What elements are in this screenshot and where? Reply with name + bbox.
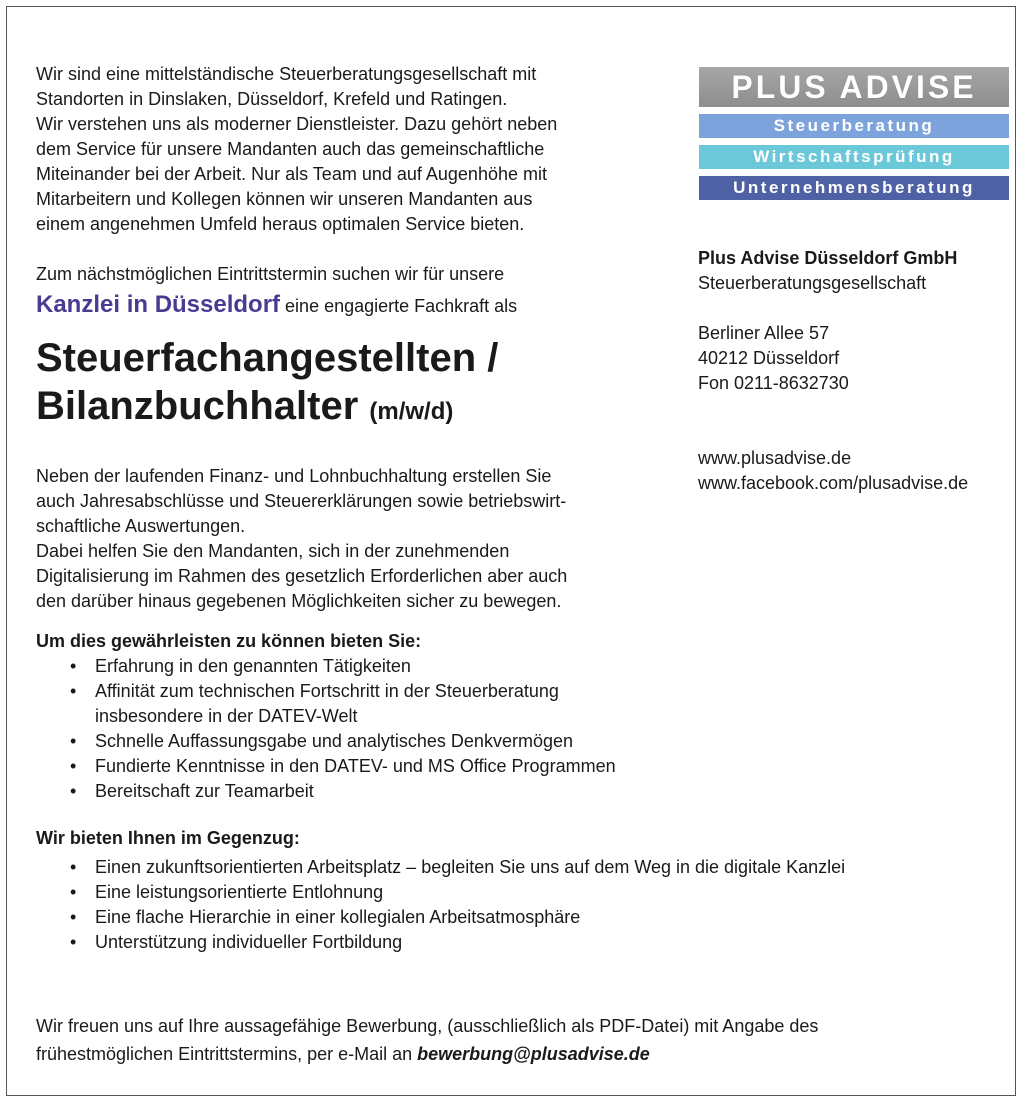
offer-list <box>36 855 996 955</box>
job-title-line1: Steuerfachangestellten / <box>36 336 499 380</box>
intro-line: dem Service für unsere Mandanten auch das gemeinschaftliche <box>36 139 545 159</box>
bullet-icon: • <box>70 907 77 927</box>
job-title-line2 <box>36 382 696 436</box>
requirements-heading: Um dies gewährleisten zu können bieten Sie: <box>36 631 422 651</box>
closing-line2: frühestmöglichen Eintrittstermins, per e-Mail an bewerbung@plusadvise.de <box>36 1044 650 1064</box>
intro-line: Mitarbeitern und Kollegen können wir unseren Mandanten aus <box>36 189 533 209</box>
closing-text <box>36 1012 996 1068</box>
company-city: 40212 Düsseldorf <box>698 348 840 368</box>
offer-heading: Wir bieten Ihnen im Gegenzug: <box>36 828 300 848</box>
search-intro: Zum nächstmöglichen Eintrittstermin suchen wir für unsere <box>36 264 505 284</box>
job-title-main: Bilanzbuchhalter <box>36 384 359 428</box>
intro-text <box>36 62 696 237</box>
bullet-icon: • <box>70 756 77 776</box>
bullet-icon: • <box>70 857 77 877</box>
list-item: • Eine flache Hierarchie in einer kollegialen Arbeitsatmosphäre <box>36 905 996 930</box>
list-item: • Eine leistungsorientierte Entlohnung <box>36 880 996 905</box>
logo-bar-wirtschaftspruefung: Wirtschaftsprüfung <box>699 145 1009 169</box>
gender-note: (m/w/d) <box>369 398 454 425</box>
kanzlei-line <box>36 291 696 320</box>
logo-bar-steuerberatung: Steuerberatung <box>699 114 1009 138</box>
company-street: Berliner Allee 57 <box>698 323 830 343</box>
list-item: • Bereitschaft zur Teamarbeit <box>36 779 696 804</box>
company-website-link[interactable]: www.plusadvise.de <box>698 448 852 468</box>
company-facebook-link[interactable]: www.facebook.com/plusadvise.de <box>698 473 969 493</box>
kanzlei-suffix: eine engagierte Fachkraft als <box>280 296 518 316</box>
kanzlei-location: Kanzlei in Düsseldorf <box>36 291 281 318</box>
plus-advise-logo <box>699 67 1009 200</box>
intro-line: einem angenehmen Umfeld heraus optimalen Service bieten. <box>36 214 525 234</box>
list-item: • Einen zukunftsorientierten Arbeitsplatz – begleiten Sie uns auf dem Weg in die digitale Kanzlei <box>36 855 996 880</box>
description-line: den darüber hinaus gegebenen Möglichkeiten sicher zu bewegen. <box>36 591 562 611</box>
list-item: • Fundierte Kenntnisse in den DATEV- und MS Office Programmen <box>36 754 696 779</box>
description-line: Neben der laufenden Finanz- und Lohnbuchhaltung erstellen Sie <box>36 466 552 486</box>
requirements-list <box>36 654 696 804</box>
description-line: auch Jahresabschlüsse und Steuererklärungen sowie betriebswirt- <box>36 491 567 511</box>
bullet-icon: • <box>70 882 77 902</box>
intro-line: Standorten in Dinslaken, Düsseldorf, Krefeld und Ratingen. <box>36 89 508 109</box>
description-line: schaftliche Auswertungen. <box>36 516 246 536</box>
company-type: Steuerberatungsgesellschaft <box>698 273 927 293</box>
bullet-icon: • <box>70 681 77 701</box>
list-item: • Erfahrung in den genannten Tätigkeiten <box>36 654 696 679</box>
bullet-icon: • <box>70 656 77 676</box>
intro-line: Wir verstehen uns als moderner Dienstleister. Dazu gehört neben <box>36 114 558 134</box>
application-email-link[interactable]: bewerbung@plusadvise.de <box>417 1044 650 1064</box>
list-item: • Unterstützung individueller Fortbildung <box>36 930 996 955</box>
company-contact <box>698 246 1018 496</box>
company-name: Plus Advise Düsseldorf GmbH <box>698 248 958 268</box>
list-item-continuation: insbesondere in der DATEV-Welt <box>95 706 358 726</box>
job-description <box>36 464 696 614</box>
list-item: • Schnelle Auffassungsgabe und analytisches Denkvermögen <box>36 729 696 754</box>
bullet-icon: • <box>70 731 77 751</box>
bullet-icon: • <box>70 932 77 952</box>
company-phone: Fon 0211-8632730 <box>698 373 849 393</box>
description-line: Digitalisierung im Rahmen des gesetzlich Erforderlichen aber auch <box>36 566 568 586</box>
list-item: • Affinität zum technischen Fortschritt in der Steuerberatung insbesondere in der DATEV-Welt <box>70 681 559 726</box>
bullet-icon: • <box>70 781 77 801</box>
job-title <box>36 334 696 436</box>
intro-line: Wir sind eine mittelständische Steuerberatungsgesellschaft mit <box>36 64 537 84</box>
logo-wordmark: PLUS ADVISE <box>699 67 1009 107</box>
description-line: Dabei helfen Sie den Mandanten, sich in der zunehmenden <box>36 541 510 561</box>
closing-line1: Wir freuen uns auf Ihre aussagefähige Bewerbung, (ausschließlich als PDF-Datei) mit Angabe des <box>36 1016 819 1036</box>
logo-bar-unternehmensberatung: Unternehmensberatung <box>699 176 1009 200</box>
intro-line: Miteinander bei der Arbeit. Nur als Team und auf Augenhöhe mit <box>36 164 547 184</box>
